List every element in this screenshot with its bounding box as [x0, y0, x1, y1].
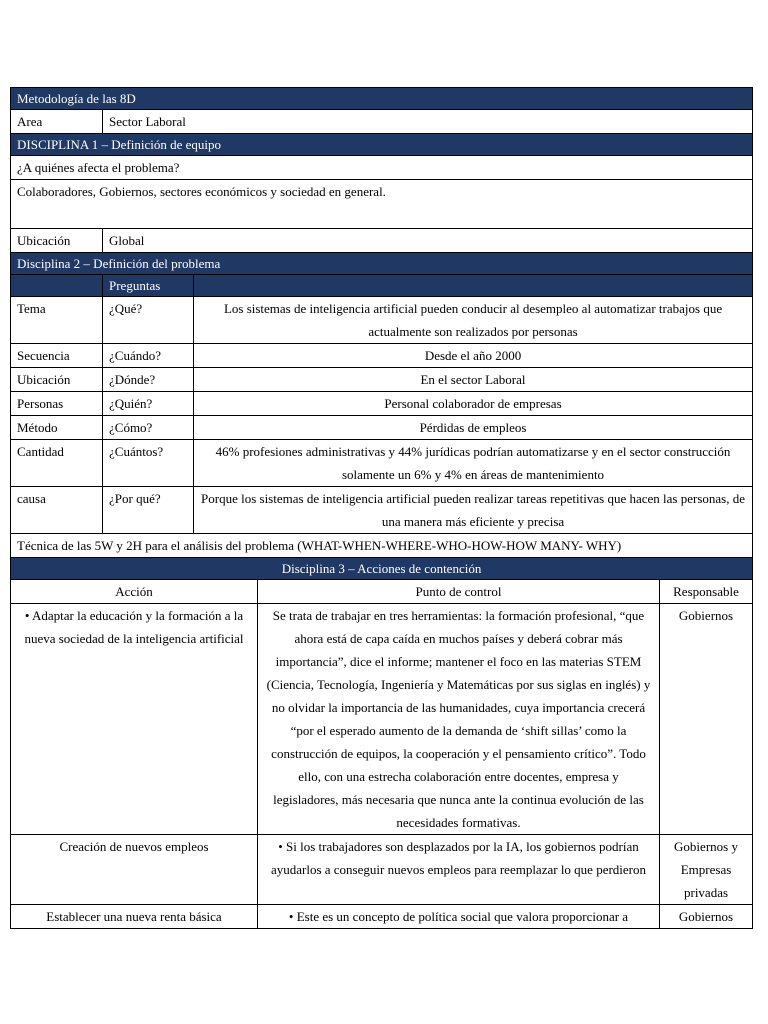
- d1-location-row: [11, 229, 753, 253]
- d2-row-label: Personas: [11, 392, 103, 416]
- d3-col-responsable: Responsable: [660, 580, 753, 604]
- d1-answer: Colaboradores, Gobiernos, sectores económicos y sociedad en general.: [11, 180, 753, 229]
- d2-row-answer: Personal colaborador de empresas: [194, 392, 753, 416]
- d3-row-punto: • Este es un concepto de política social que valora proporcionar a: [258, 905, 660, 929]
- d1-location-label: Ubicación: [11, 229, 103, 253]
- sheet-title: Metodología de las 8D: [11, 88, 753, 110]
- d2-title: Disciplina 2 – Definición del problema: [11, 253, 753, 275]
- d3-title-row: [11, 558, 753, 580]
- d2-row-answer: Pérdidas de empleos: [194, 416, 753, 440]
- d3-title: Disciplina 3 – Acciones de contención: [11, 558, 753, 580]
- d2-table: [10, 252, 753, 558]
- d1-question-row: [11, 156, 753, 180]
- d2-row-label: Cantidad: [11, 440, 103, 487]
- d2-row-label: Tema: [11, 297, 103, 344]
- d3-row-punto: Se trata de trabajar en tres herramientas: la formación profesional, “que ahora está de capa caída en muchos países y deberá cobrar más importancia”, dice el informe; mantener el foco en las materias STEM (Ciencia, Tecnología, Ingeniería y Matemáticas por sus siglas en inglés) y no olvidar la importancia de las humanidades, cuya importancia crecerá “por el esperado aumento de la demanda de ‘shift sillas’ como la construcción de equipos, la cooperación y el pensamiento crítico”. Todo ello, con una estrecha colaboración entre docentes, empresa y legisladores, más necesaria que nunca ante la continua evolución de las necesidades formativas.: [258, 604, 660, 835]
- d2-row-question: ¿Quién?: [103, 392, 194, 416]
- d2-note: Técnica de las 5W y 2H para el análisis del problema (WHAT-WHEN-WHERE-WHO-HOW-HOW MANY- WHY): [11, 534, 753, 558]
- d2-row: [11, 297, 753, 344]
- d2-row-answer: Los sistemas de inteligencia artificial pueden conducir al desempleo al automatizar trabajos que actualmente son realizados por personas: [194, 297, 753, 344]
- d2-row-answer: Porque los sistemas de inteligencia artificial pueden realizar tareas repetitivas que hacen las personas, de una manera más eficiente y precisa: [194, 487, 753, 534]
- d2-row-question: ¿Por qué?: [103, 487, 194, 534]
- d2-col-empty: [11, 275, 103, 297]
- d2-row-answer: Desde el año 2000: [194, 344, 753, 368]
- d3-row: [11, 835, 753, 905]
- area-label: Area: [11, 110, 103, 134]
- d1-title-row: [11, 134, 753, 156]
- d2-col-preguntas: Preguntas: [103, 275, 194, 297]
- d2-title-row: [11, 253, 753, 275]
- d2-row-label: Ubicación: [11, 368, 103, 392]
- d2-row: [11, 440, 753, 487]
- d2-row-question: ¿Qué?: [103, 297, 194, 344]
- area-row: [11, 110, 753, 134]
- d2-row-question: ¿Cómo?: [103, 416, 194, 440]
- d2-row: [11, 487, 753, 534]
- d2-row-answer: En el sector Laboral: [194, 368, 753, 392]
- d2-row-label: Método: [11, 416, 103, 440]
- d1-question: ¿A quiénes afecta el problema?: [11, 156, 753, 180]
- d2-row-question: ¿Cuándo?: [103, 344, 194, 368]
- d2-row: [11, 368, 753, 392]
- methodology-sheet: [10, 87, 752, 929]
- d1-title: DISCIPLINA 1 – Definición de equipo: [11, 134, 753, 156]
- d3-row-accion: Establecer una nueva renta básica: [11, 905, 258, 929]
- d2-row-answer: 46% profesiones administrativas y 44% jurídicas podrían automatizarse y en el sector construcción solamente un 6% y 4% en áreas de mantenimiento: [194, 440, 753, 487]
- header-table: [10, 87, 753, 253]
- d3-row-responsable: Gobiernos: [660, 604, 753, 835]
- d3-col-accion: Acción: [11, 580, 258, 604]
- d1-answer-row: [11, 180, 753, 229]
- d3-row-accion: • Adaptar la educación y la formación a la nueva sociedad de la inteligencia artificial: [11, 604, 258, 835]
- d2-col-empty-2: [194, 275, 753, 297]
- d2-note-row: [11, 534, 753, 558]
- d3-table: [10, 557, 753, 929]
- d3-row: [11, 604, 753, 835]
- area-value: Sector Laboral: [103, 110, 753, 134]
- d3-col-header-row: [11, 580, 753, 604]
- d3-col-punto: Punto de control: [258, 580, 660, 604]
- d3-row-responsable: Gobiernos: [660, 905, 753, 929]
- d2-col-header-row: [11, 275, 753, 297]
- d2-row-question: ¿Dónde?: [103, 368, 194, 392]
- d2-row: [11, 392, 753, 416]
- d3-row-responsable: Gobiernos y Empresas privadas: [660, 835, 753, 905]
- d2-row-label: causa: [11, 487, 103, 534]
- title-row: [11, 88, 753, 110]
- d2-row-label: Secuencia: [11, 344, 103, 368]
- d2-row-question: ¿Cuántos?: [103, 440, 194, 487]
- d3-row-accion: Creación de nuevos empleos: [11, 835, 258, 905]
- d1-location-value: Global: [103, 229, 753, 253]
- d2-row: [11, 416, 753, 440]
- d3-row-punto: • Si los trabajadores son desplazados por la IA, los gobiernos podrían ayudarlos a conseguir nuevos empleos para reemplazar lo que perdieron: [258, 835, 660, 905]
- d3-row: [11, 905, 753, 929]
- d2-row: [11, 344, 753, 368]
